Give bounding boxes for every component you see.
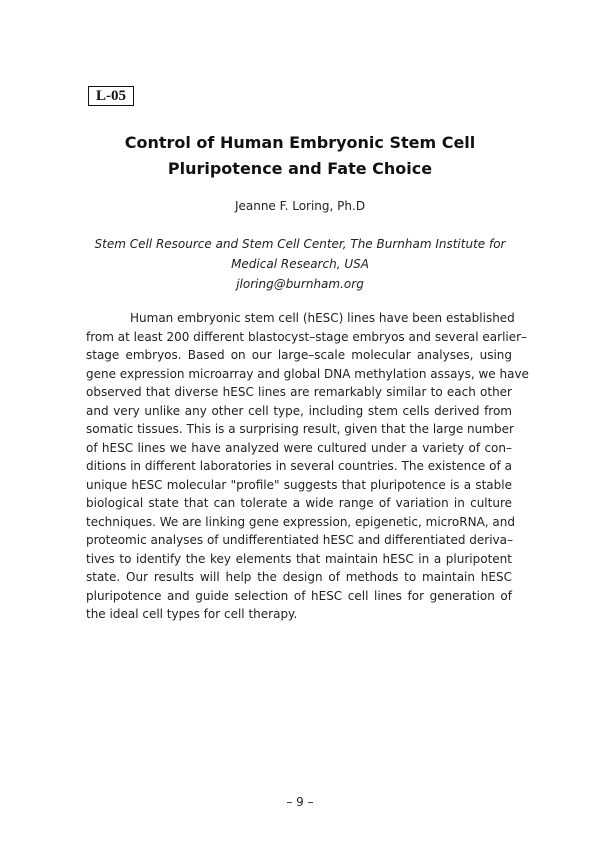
page-number: – 9 – (286, 795, 314, 809)
session-label: L-05 (96, 87, 126, 104)
session-label-box (88, 86, 134, 106)
affiliation-block (60, 234, 540, 294)
abstract-line: and very unlike any other cell type, including stem cells derived from (86, 403, 512, 418)
abstract-body (86, 309, 529, 624)
author-name: Jeanne F. Loring, Ph.D (234, 199, 366, 213)
abstract-line: from at least 200 different blastocyst–stage embryos and several earlier– (86, 329, 528, 344)
abstract-line: biological state that can tolerate a wide range of variation in culture (86, 496, 512, 510)
abstract-line: somatic tissues. This is a surprising result, given that the large number (86, 422, 514, 436)
paper-title (60, 130, 540, 182)
title-line-1: Control of Human Embryonic Stem Cell (124, 133, 476, 152)
abstract-line: stage embryos. Based on our large–scale molecular analyses, using (86, 348, 512, 362)
abstract-line: Human embryonic stem cell (hESC) lines have been established (130, 311, 515, 325)
affiliation-line-2: Medical Research, USA (231, 257, 369, 271)
abstract-line: ditions in different laboratories in several countries. The existence of a (86, 459, 512, 473)
abstract-line: pluripotence and guide selection of hESC cell lines for generation of (86, 588, 512, 603)
abstract-line: the ideal cell types for cell therapy. (86, 607, 298, 621)
abstract-line: observed that diverse hESC lines are remarkably similar to each other (86, 385, 512, 399)
abstract-line: state. Our results will help the design of methods to maintain hESC (86, 570, 512, 584)
title-line-2: Pluripotence and Fate Choice (167, 159, 433, 178)
affiliation-line-1: Stem Cell Resource and Stem Cell Center, The Burnham Institute for (94, 237, 506, 251)
abstract-line: of hESC lines we have analyzed were cultured under a variety of con– (86, 440, 512, 455)
abstract-line: tives to identify the key elements that maintain hESC in a pluripotent (86, 551, 512, 566)
abstract-line: gene expression microarray and global DNA methylation assays, we have (86, 366, 529, 381)
abstract-line: proteomic analyses of undifferentiated hESC and differentiated deriva– (86, 533, 513, 547)
author-email: jloring@burnham.org (236, 277, 364, 291)
abstract-line: unique hESC molecular "profile" suggests that pluripotence is a stable (86, 477, 512, 492)
abstract-line: techniques. We are linking gene expression, epigenetic, microRNA, and (86, 514, 515, 529)
